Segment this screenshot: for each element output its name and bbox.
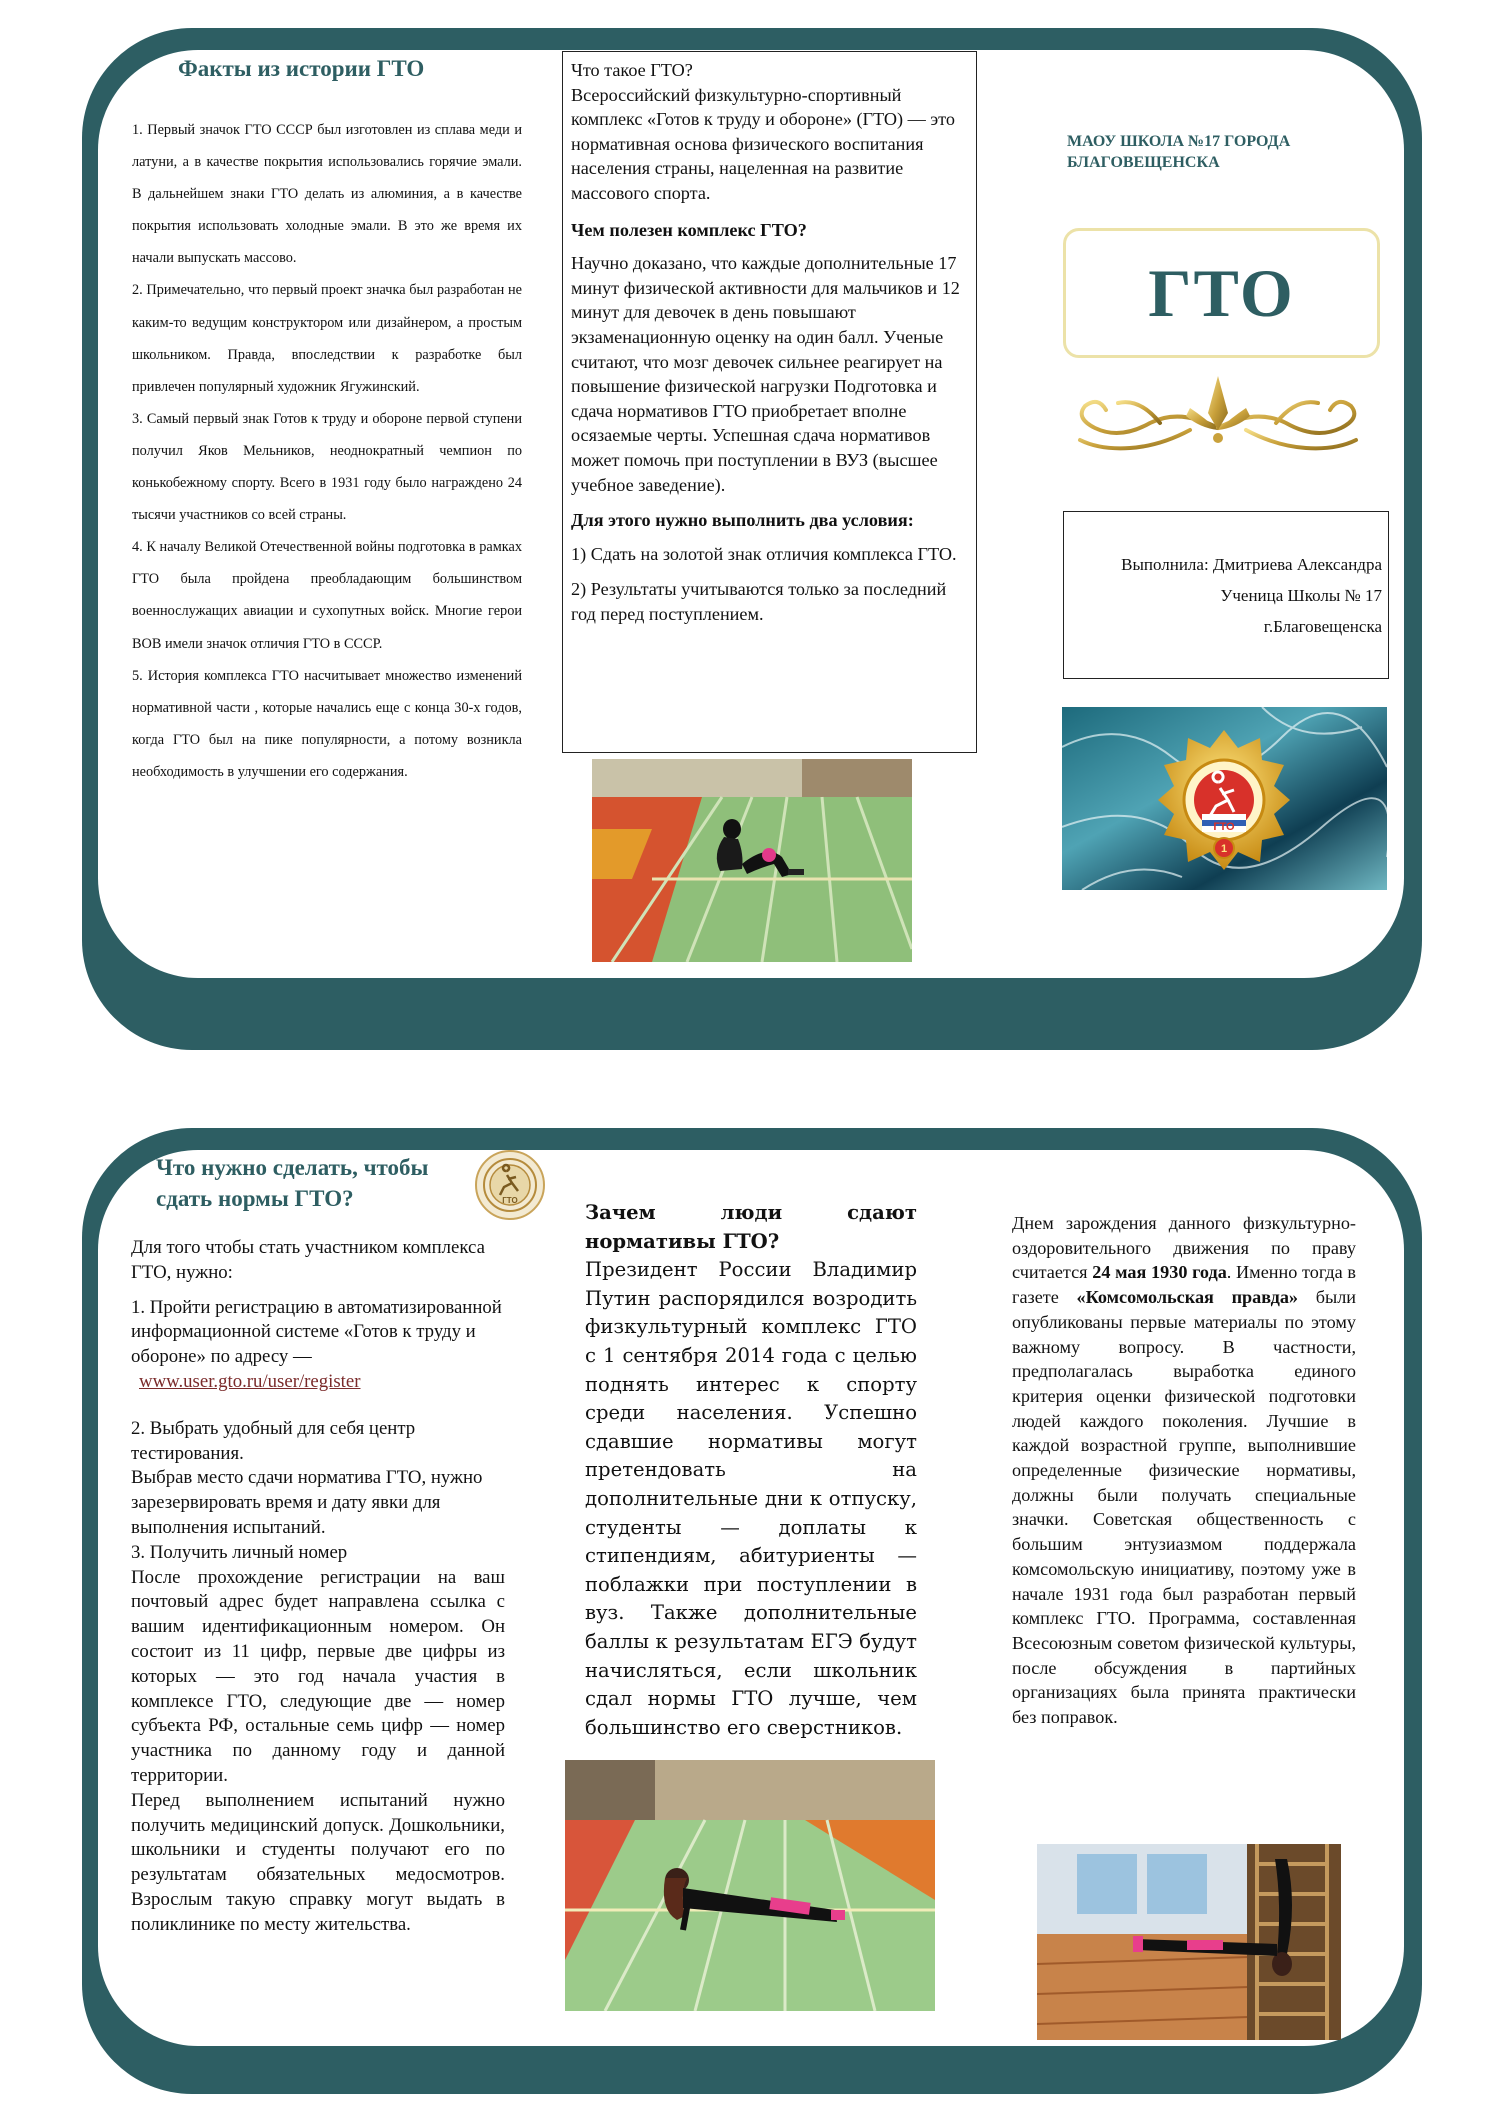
photo-wallbars	[1037, 1844, 1341, 2040]
big-title: ГТО	[1148, 254, 1295, 331]
step-2-detail: Выбрав место сдачи норматива ГТО, нужно зарезервировать время и дату явки для выполнения испытаний.	[131, 1467, 483, 1538]
fact-item: 4. К началу Великой Отечественной войны подготовка в рамках ГТО была пройдена преобладающим большинством военнослужащих авиации и сухопутных войск. Многие герои ВОВ имели значок отличия ГТО в СССР.	[132, 539, 522, 652]
useful-text: Научно доказано, что каждые дополнительные 17 минут физической активности для мальчиков и 12 минут для девочек в день повышают экзаменационную оценку на один балл. Ученые считают, что мозг девочек сильнее реагирует на повышение физической нагрузки Подготовка и сдача нормативов ГТО приобретает вполне осязаемые черты. Успешная сдача нормативов может помочь при поступлении в ВУЗ (высшее учебное заведение).	[571, 253, 960, 495]
register-link[interactable]: www.user.gto.ru/user/register	[139, 1370, 361, 1392]
conditions-title: Для этого нужно выполнить два условия:	[571, 510, 914, 531]
fact-item: 5. История комплекса ГТО насчитывает множество изменений нормативной части , которые начались еще с конца 30-х годов, когда ГТО был на пике популярности, а потому возникла необходимость в улучшении его содержания.	[132, 667, 522, 780]
history-text-c: были опубликованы первые материалы по этому важному вопросу. В частности, предполагалась выработка единого критерия оценки физической подготовки людей каждого поколения. Лучшие в каждой возрастной группе, выполнившие определенные физические нормативы, должны были получать специальные значки. Советская общественность с большим энтузиазмом поддержала комсомольскую инициативу, поэтому уже в начале 1931 года был разработан первый комплекс ГТО. Программа, составленная Всесоюзным советом физической культуры, после обсуждения в партийных организациях была принята практически без поправок.	[1012, 1287, 1357, 1728]
why-column	[585, 1199, 917, 1742]
step-3: 3. Получить личный номер	[131, 1541, 348, 1563]
step-2: 2. Выбрать удобный для себя центр тестирования.	[131, 1417, 416, 1464]
how-to-pass-text	[131, 1236, 505, 1938]
title-frame	[1063, 228, 1380, 358]
history-date: 24 мая 1930 года	[1092, 1262, 1227, 1283]
gto-emblem-icon	[474, 1149, 546, 1221]
what-is-gto-text: Что такое ГТО? Всероссийский физкультурно-спортивный комплекс «Готов к труду и обороне» (ГТО) — это нормативная основа физического воспитания населения страны, нацеленная на развитие массового спорта.	[571, 60, 955, 203]
history-text-a: Днем зарождения данного физкультурно-оздоровительного движения по праву считается	[1012, 1213, 1356, 1283]
what-is-gto-box	[562, 51, 977, 753]
how-to-pass-title: Что нужно сделать, чтобы сдать нормы ГТО?	[156, 1155, 429, 1211]
why-text: Президент России Владимир Путин распорядился возродить физкультурный комплекс ГТО с 1 сентября 2014 года с целью поднять интерес к спорту среди населения. Успешно сдавшие нормативы могут претендовать на дополнительные дни к отпуску, студенты — доплаты к стипендиям, абитуриенты — поблажки при поступлении в вуз. Также дополнительные баллы к результатам ЕГЭ будут начисляться, если школьник сдал нормы ГТО лучше, чем большинство его сверстников.	[585, 1258, 917, 1739]
author-city: г.Благовещенска	[1263, 617, 1382, 636]
useful-title: Чем полезен комплекс ГТО?	[571, 219, 807, 240]
gto-badge-image	[1062, 707, 1387, 890]
fact-item: 3. Самый первый знак Готов к труду и обороне первой ступени получил Яков Мельников, неоднократный чемпион по конькобежному спорту. Всего в 1931 году было награждено 24 тысячи участников со всей страны.	[132, 410, 522, 524]
condition-1: 1) Сдать на золотой знак отличия комплекса ГТО.	[571, 543, 957, 564]
step-1: 1. Пройти регистрацию в автоматизированной информационной системе «Готов к труду и обороне» по адресу —	[131, 1296, 502, 1368]
badge-level: 1	[1220, 843, 1228, 855]
why-title: Зачем люди сдают нормативы ГТО?	[585, 1201, 917, 1253]
condition-2: 2) Результаты учитываются только за последний год перед поступлением.	[571, 579, 947, 624]
emblem-label: ГТО	[502, 1196, 518, 1205]
fact-item: 1. Первый значок ГТО СССР был изготовлен из сплава меди и латуни, а в качестве покрытия использовались горячие эмали. В дальнейшем знаки ГТО делать из алюминия, а в качестве покрытия использовать холодные эмали. В это же время их начали выпускать массово.	[132, 122, 522, 267]
badge-label: ГТО	[1213, 821, 1235, 833]
fact-item: 2. Примечательно, что первый проект значка был разработан не каким-то ведущим конструктором или дизайнером, а простым школьником. Правда, впоследствии к разработке был привлечен популярный художник Ягужинский.	[132, 282, 522, 395]
gold-ornament-icon	[1040, 368, 1396, 468]
school-name: МАОУ ШКОЛА №17 ГОРОДА БЛАГОВЕЩЕНСКА	[1067, 133, 1291, 171]
photo-situp	[592, 759, 912, 962]
author-status: Ученица Школы № 17	[1220, 586, 1382, 605]
history-column	[1012, 1211, 1356, 1730]
intro-text: Для того чтобы стать участником комплекса ГТО, нужно:	[131, 1237, 485, 1283]
facts-title: Факты из истории ГТО	[178, 56, 425, 81]
medical-text: Перед выполнением испытаний нужно получить медицинский допуск. Дошкольники, школьники и студенты получают его по результатам обязательных медосмотров. Взрослым такую справку могут выдать в поликлинике по месту жительства.	[131, 1789, 505, 1935]
step-3-detail: После прохождение регистрации на ваш почтовый адрес будет направлена ссылка с вашим идентификационным номером. Он состоит из 11 цифр, первые две цифры из которых — это год начала участия в комплексе ГТО, следующие две — номер субъекта РФ, остальные семь цифр — номер участника по данному году и данной территории.	[131, 1566, 505, 1786]
author-name: Выполнила: Дмитриева Александра	[1121, 555, 1382, 574]
photo-pushup	[565, 1760, 935, 2011]
history-newspaper: «Комсомольская правда»	[1076, 1287, 1299, 1308]
author-box	[1063, 511, 1389, 679]
history-text-b: . Именно тогда в газете	[1012, 1262, 1357, 1308]
facts-list	[132, 114, 522, 788]
